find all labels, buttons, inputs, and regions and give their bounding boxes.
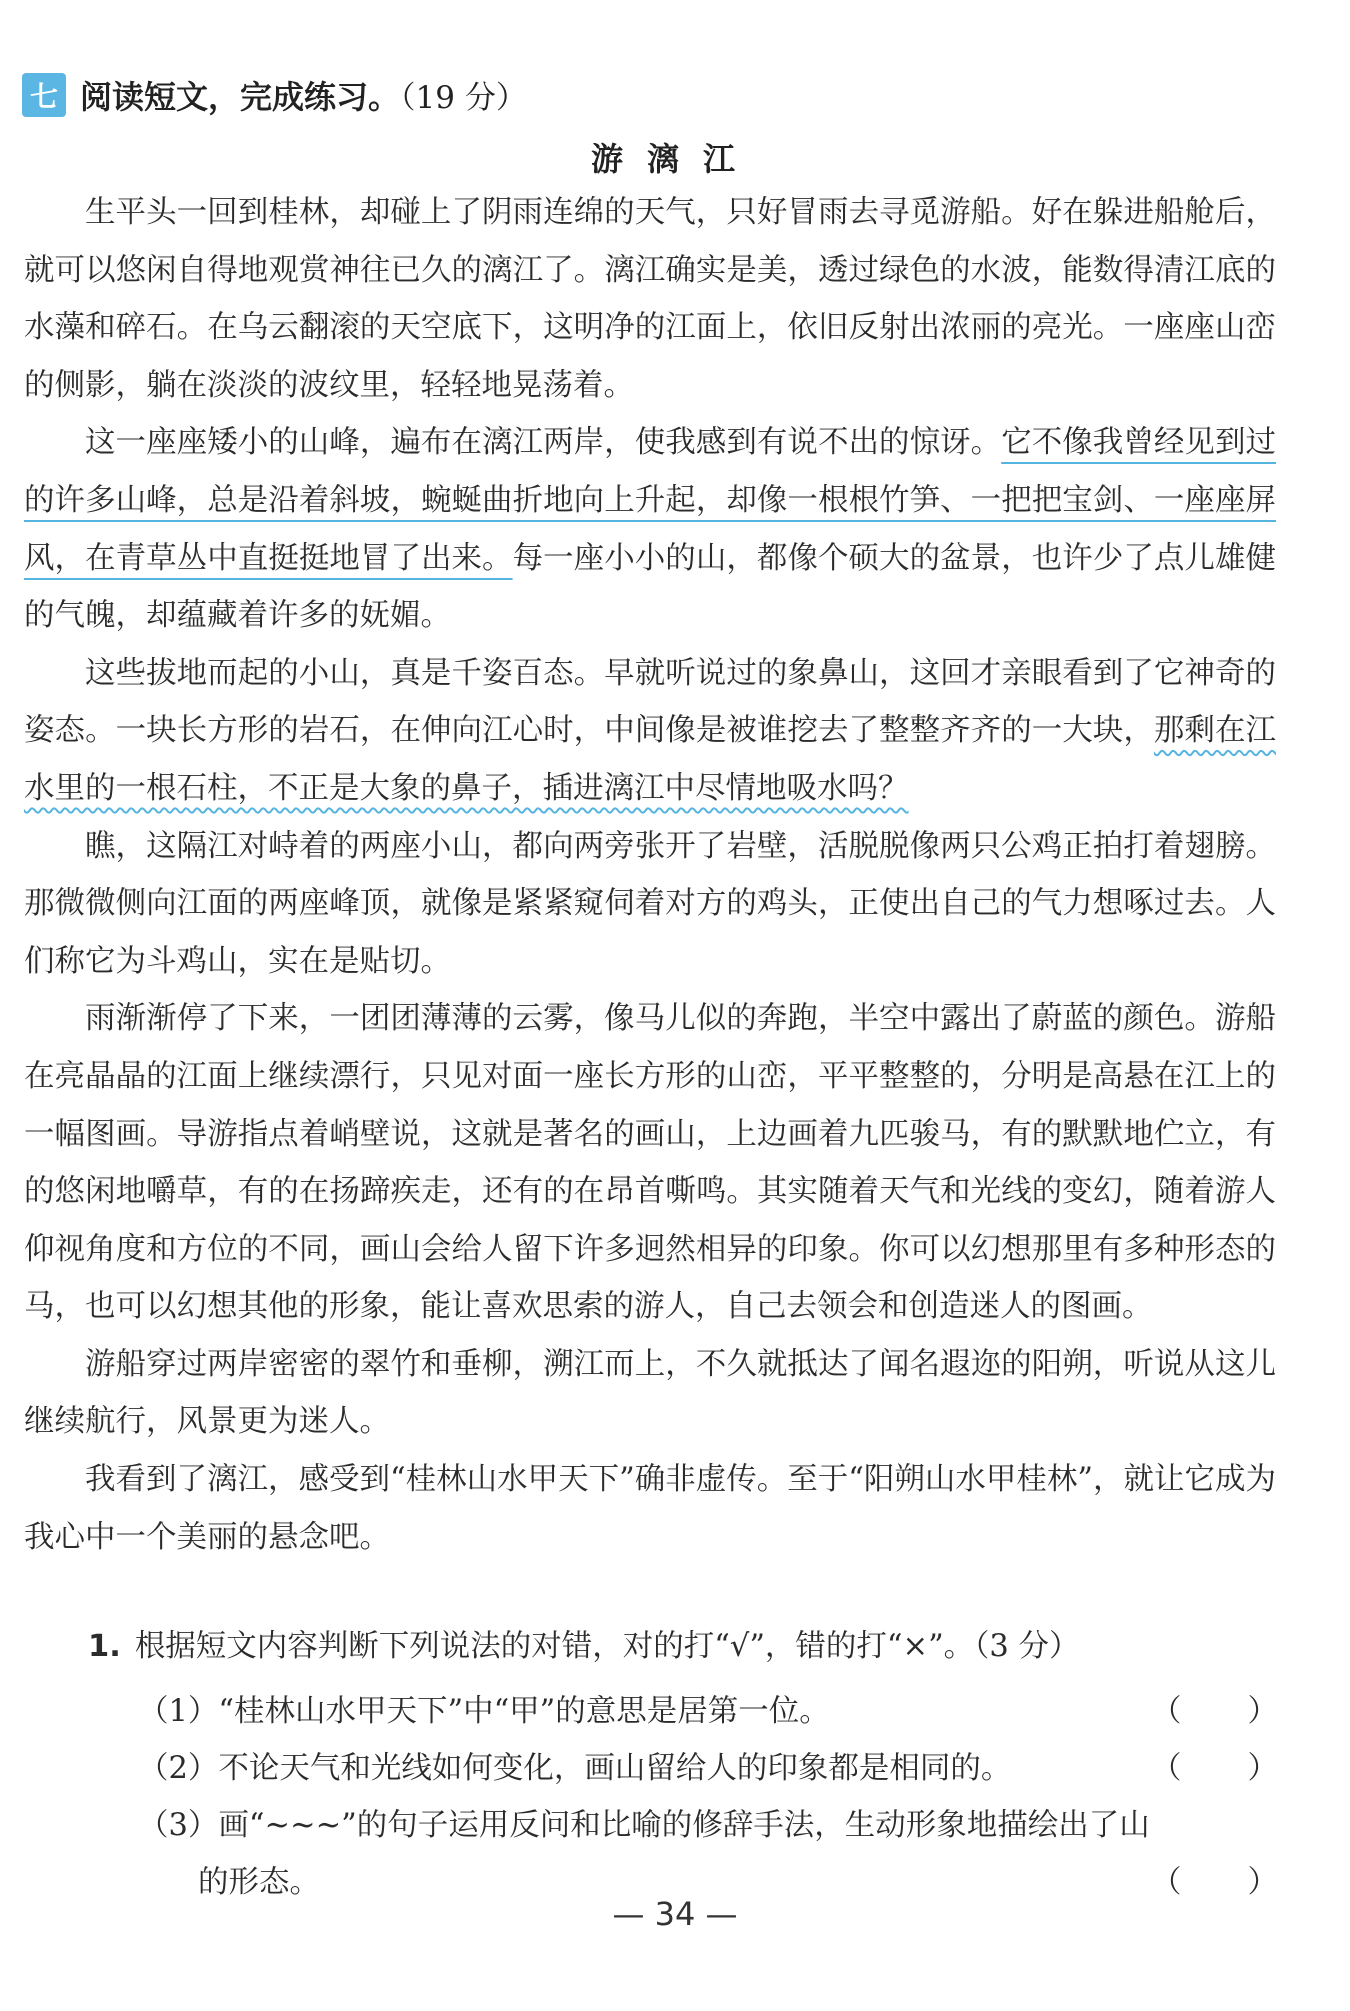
question-item-1 (138, 1683, 1278, 1740)
paren-open: （ (1151, 1865, 1182, 1900)
paragraph-3 (24, 645, 1276, 818)
item-2-label: （2） (138, 1751, 219, 1786)
paren-close: ） (1247, 1694, 1278, 1729)
paragraph-6: 游船穿过两岸密密的翠竹和垂柳，溯江而上，不久就抵达了闻名遐迩的阳朔，听说从这儿继续航行，风景更为迷人。 (24, 1346, 1276, 1440)
paragraph-2-start: 这一座座矮小的山峰，遍布在漓江两岸，使我感到有说不出的惊讶。 (85, 425, 1002, 461)
paragraph-5: 雨渐渐停了下来，一团团薄薄的云雾，像马儿似的奔跑，半空中露出了蔚蓝的颜色。游船在亮晶晶的江面上继续漂行，只见对面一座长方形的山峦，平平整整的，分明是高悬在江上的一幅图画。导游指点着峭壁说，这就是著名的画山，上边画着九匹骏马，有的默默地伫立，有的悠闲地嚼草，有的在扬蹄疾走，还有的在昂首嘶鸣。其实随着天气和光线的变幻，随着游人仰视角度和方位的不同，画山会给人留下许多迥然相异的印象。你可以幻想那里有多种形态的马，也可以幻想其他的形象，能让喜欢思索的游人，自己去领会和创造迷人的图画。 (24, 1001, 1276, 1325)
essay-body (24, 184, 1276, 1566)
question-prompt: 根据短文内容判断下列说法的对错，对的打“√”，错的打“×”。（3 分） (134, 1629, 1080, 1664)
essay-title: 游漓江 (590, 140, 759, 178)
paragraph-4: 瞧，这隔江对峙着的两座小山，都向两旁张开了岩壁，活脱脱像两只公鸡正拍打着翅膀。那微微侧向江面的两座峰顶，就像是紧紧窥伺着对方的鸡头，正使出自己的气力想啄过去。人们称它为斗鸡山，实在是贴切。 (24, 828, 1276, 979)
item-3-text-continued: 的形态。 (198, 1865, 320, 1900)
answer-blank-1[interactable] (1151, 1683, 1278, 1740)
paren-close: ） (1247, 1751, 1278, 1786)
paragraph-2-end: 每一座小小的山，都像个硕大的盆景，也许少了点儿雄健的气魄，却蕴藏着许多的妩媚。 (24, 540, 1277, 634)
question-1 (88, 1625, 1080, 1669)
paragraph-3-start: 这些拔地而起的小山，真是千姿百态。早就听说过的象鼻山，这回才亲眼看到了它神奇的姿态。一块长方形的岩石，在伸向江心时，中间像是被谁挖去了整整齐齐的一大块， (24, 655, 1276, 749)
paragraph-7: 我看到了漓江，感受到“桂林山水甲天下”确非虚传。至于“阳朔山水甲桂林”，就让它成为我心中一个美丽的悬念吧。 (24, 1462, 1276, 1555)
wavy-underlined-sentence: 那剩在江水里的一根石柱，不正是大象的鼻子，插进漓江中尽情地吸水吗？ (24, 713, 1277, 806)
underlined-sentence: 它不像我曾经见到过的许多山峰，总是沿着斜坡，蜿蜒曲折地向上升起，却像一根根竹笋、一把把宝剑、一座座屏风，在青草丛中直挺挺地冒了出来。 (24, 425, 1277, 576)
item-1-label: （1） (138, 1694, 219, 1729)
section-header (22, 72, 527, 118)
question-item-2 (138, 1740, 1278, 1797)
section-score: （19 分） (400, 80, 527, 116)
item-3-label: （3） (138, 1808, 219, 1843)
paragraph-2 (24, 414, 1276, 644)
section-title (80, 72, 527, 118)
section-number-badge: 七 (22, 73, 66, 117)
item-2-text: 不论天气和光线如何变化，画山留给人的印象都是相同的。 (218, 1751, 1012, 1786)
section-title-text: 阅读短文，完成练习。 (80, 78, 401, 116)
item-1-text: “桂林山水甲天下”中“甲”的意思是居第一位。 (218, 1694, 830, 1729)
paren-open: （ (1151, 1694, 1182, 1729)
item-3-text: 画“~~~”的句子运用反问和比喻的修辞手法，生动形象地描绘出了山 (218, 1808, 1150, 1843)
page-number: — 34 — (612, 1895, 738, 1933)
question-item-3 (138, 1797, 1278, 1911)
paren-open: （ (1151, 1751, 1182, 1786)
paragraph-1: 生平头一回到桂林，却碰上了阴雨连绵的天气，只好冒雨去寻觅游船。好在躲进船舱后，就可以悠闲自得地观赏神往已久的漓江了。漓江确实是美，透过绿色的水波，能数得清江底的水藻和碎石。在乌云翻滚的天空底下，这明净的江面上，依旧反射出浓丽的亮光。一座座山峦的侧影，躺在淡淡的波纹里，轻轻地晃荡着。 (24, 195, 1276, 403)
answer-blank-2[interactable] (1151, 1740, 1278, 1797)
paren-close: ） (1247, 1865, 1278, 1900)
question-number: 1. (88, 1629, 121, 1664)
